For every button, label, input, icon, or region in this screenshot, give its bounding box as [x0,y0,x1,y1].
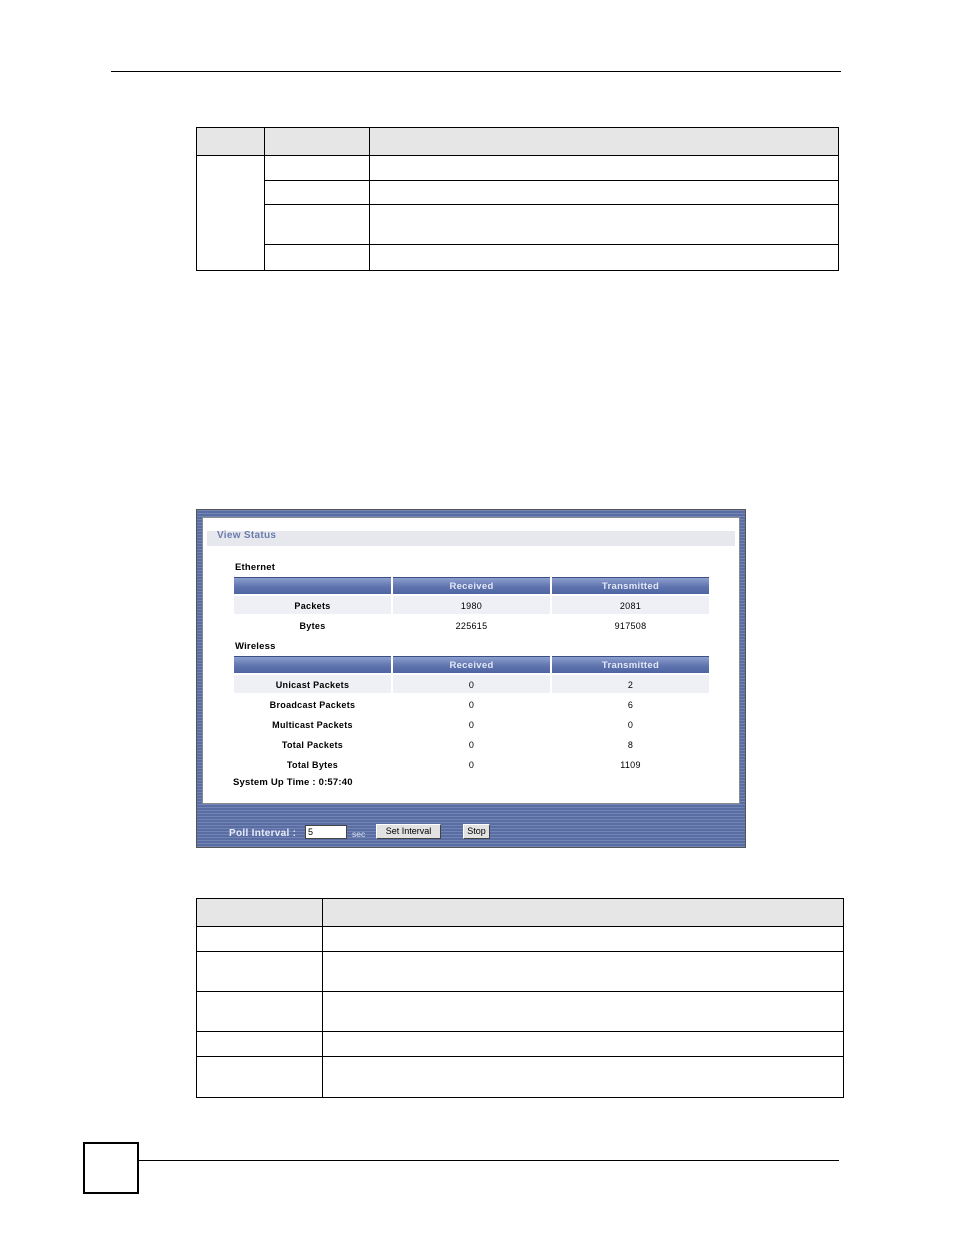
bottom-table-cell [197,952,323,992]
header-rule [111,71,841,72]
bottom-table-cell [197,927,323,952]
ethernet-row-received: 1980 [460,601,483,611]
top-table-cell [265,205,370,245]
ethernet-header-received: Received [393,577,550,594]
ethernet-section-label: Ethernet [235,562,276,573]
set-interval-button[interactable]: Set Interval [376,824,441,839]
poll-interval-input[interactable] [305,825,347,839]
wireless-header-transmitted: Transmitted [552,656,709,673]
wireless-row-label: Multicast Packets [272,720,353,730]
wireless-row-received: 0 [468,680,475,690]
system-up-time: System Up Time : 0:57:40 [233,777,353,788]
top-table-cell [370,245,839,271]
wireless-header-blank [234,656,391,673]
top-table-cell [265,245,370,271]
bottom-table-cell [323,927,844,952]
wireless-row-label: Total Bytes [286,760,339,770]
ethernet-row-label: Packets [294,601,331,611]
wireless-row-label: Total Packets [281,740,344,750]
top-table [196,127,839,271]
wireless-row-label: Broadcast Packets [269,700,356,710]
wireless-row-transmitted: 6 [627,700,634,710]
wireless-row-transmitted: 1109 [620,760,641,770]
bottom-table [196,898,844,1098]
bottom-table-cell [323,1032,844,1057]
wireless-row-label: Unicast Packets [275,680,350,690]
bottom-table-cell [197,1057,323,1098]
bottom-table-header-cell [323,899,844,927]
top-table-cell [370,156,839,181]
top-table-header-cell [265,128,370,156]
bottom-table-header-cell [197,899,323,927]
wireless-row-received: 0 [468,700,475,710]
top-table-cell [370,205,839,245]
wireless-section-label: Wireless [235,641,276,652]
view-status-screenshot [196,509,746,848]
ethernet-row-received: 225615 [455,621,488,631]
view-status-title: View Status [217,530,277,541]
top-table-cell [370,181,839,205]
wireless-row-received: 0 [468,760,475,770]
bottom-table-cell [323,952,844,992]
wireless-row-received: 0 [468,740,475,750]
wireless-row-transmitted: 2 [627,680,634,690]
bottom-table-cell [197,992,323,1032]
stop-button[interactable]: Stop [463,824,490,839]
ethernet-header-blank [234,577,391,594]
footer-rule [139,1160,839,1161]
wireless-row-received: 0 [468,720,475,730]
poll-interval-label: Poll Interval : [229,828,297,839]
bottom-table-cell [197,1032,323,1057]
ethernet-row-label: Bytes [299,621,326,631]
ethernet-header-transmitted: Transmitted [552,577,709,594]
wireless-row-transmitted: 8 [627,740,634,750]
wireless-row-transmitted: 0 [627,720,634,730]
top-table-group-cell [197,156,265,271]
top-table-header-cell [197,128,265,156]
top-table-cell [265,156,370,181]
ethernet-row-transmitted: 917508 [614,621,647,631]
page-number-box [83,1142,139,1194]
bottom-table-cell [323,992,844,1032]
wireless-header-received: Received [393,656,550,673]
poll-interval-unit: sec [352,829,366,839]
top-table-header-cell [370,128,839,156]
top-table-cell [265,181,370,205]
view-status-title-bar [207,531,735,546]
bottom-table-cell [323,1057,844,1098]
ethernet-row-transmitted: 2081 [619,601,642,611]
